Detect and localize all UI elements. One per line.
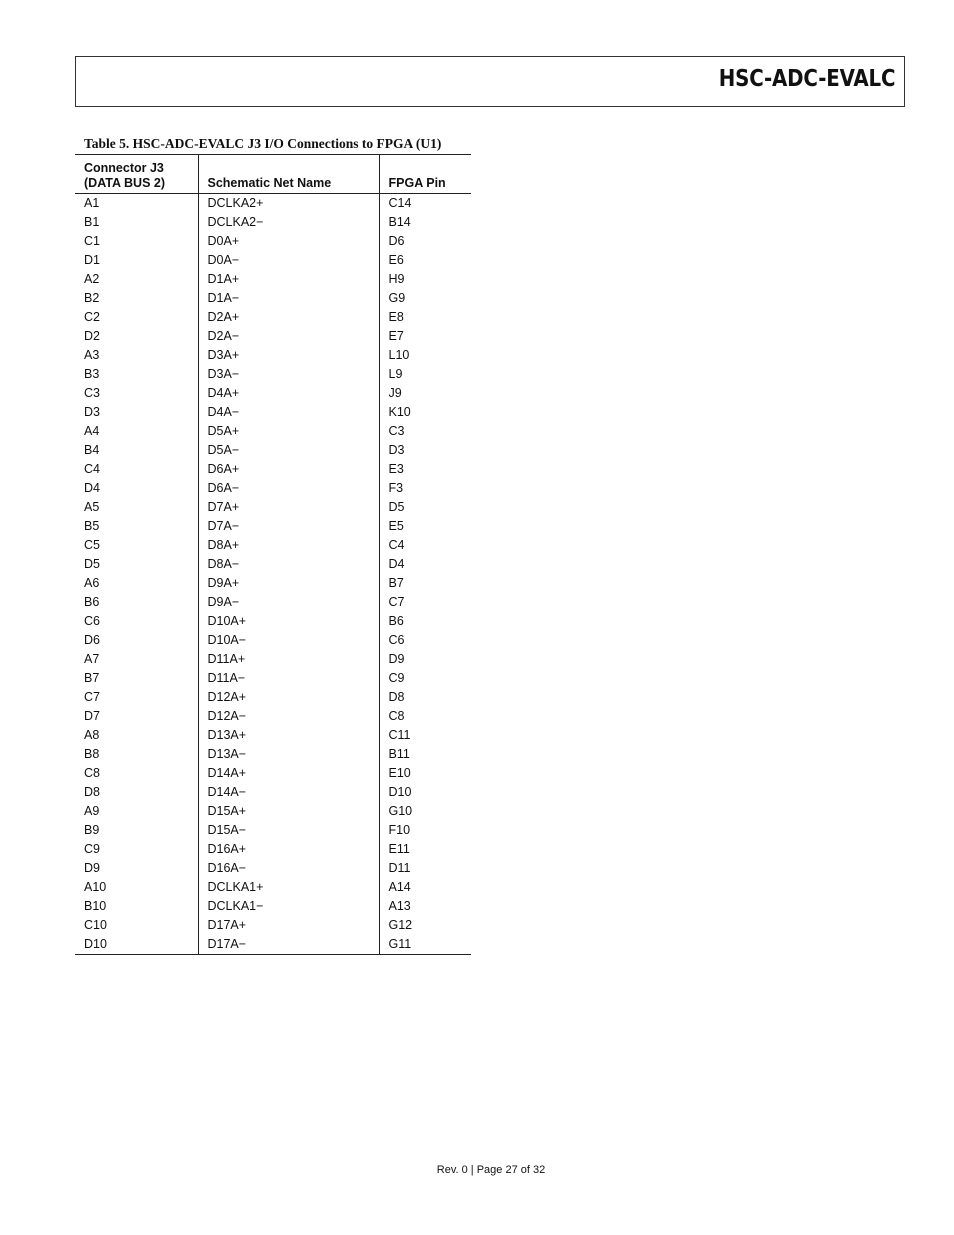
table-row xyxy=(75,593,471,612)
table-row xyxy=(75,840,471,859)
table-row xyxy=(75,688,471,707)
cell-net-name: D16A− xyxy=(198,859,379,878)
table-row xyxy=(75,726,471,745)
connections-table xyxy=(75,155,471,954)
cell-net-name: D12A+ xyxy=(198,688,379,707)
cell-net-name: D1A+ xyxy=(198,270,379,289)
cell-net-name: D3A+ xyxy=(198,346,379,365)
cell-fpga-pin: E5 xyxy=(388,519,404,533)
cell-fpga-pin: G11 xyxy=(388,937,412,951)
cell-net-name: D2A− xyxy=(198,327,379,346)
table-row xyxy=(75,859,471,878)
cell-fpga-pin: A13 xyxy=(388,899,411,913)
cell-net-name: D10A− xyxy=(198,631,379,650)
cell-connector-pin: D5 xyxy=(75,555,198,574)
cell-net-name: D0A+ xyxy=(198,232,379,251)
cell-connector-pin: D10 xyxy=(75,935,198,954)
column-header-net-name: Schematic Net Name xyxy=(198,155,379,194)
cell-net-name: D17A− xyxy=(198,935,379,954)
cell-connector-pin: B1 xyxy=(75,213,198,232)
cell-connector-pin: D6 xyxy=(75,631,198,650)
connections-table-container xyxy=(75,154,471,955)
table-row xyxy=(75,802,471,821)
cell-fpga-pin: A14 xyxy=(388,880,411,894)
cell-fpga-pin: D10 xyxy=(388,785,412,799)
cell-net-name: D4A− xyxy=(198,403,379,422)
cell-fpga-pin: B14 xyxy=(388,215,411,229)
cell-fpga-pin: J9 xyxy=(388,386,402,400)
table-row xyxy=(75,251,471,270)
column-header-connector xyxy=(75,155,198,194)
cell-fpga-pin: C6 xyxy=(388,633,405,647)
table-row xyxy=(75,346,471,365)
cell-net-name: D5A− xyxy=(198,441,379,460)
cell-fpga-pin: E3 xyxy=(388,462,404,476)
table-row xyxy=(75,574,471,593)
cell-net-name: D13A− xyxy=(198,745,379,764)
table-row xyxy=(75,365,471,384)
cell-net-name: D1A− xyxy=(198,289,379,308)
table-row xyxy=(75,479,471,498)
table-row xyxy=(75,213,471,232)
cell-fpga-pin: F3 xyxy=(388,481,404,495)
cell-fpga-pin: B11 xyxy=(388,747,410,761)
cell-net-name: D16A+ xyxy=(198,840,379,859)
table-row xyxy=(75,669,471,688)
cell-connector-pin: B9 xyxy=(75,821,198,840)
cell-net-name: D4A+ xyxy=(198,384,379,403)
cell-net-name: D14A− xyxy=(198,783,379,802)
cell-connector-pin: A3 xyxy=(75,346,198,365)
cell-fpga-pin: E11 xyxy=(388,842,410,856)
cell-net-name: D8A+ xyxy=(198,536,379,555)
cell-fpga-pin: G9 xyxy=(388,291,406,305)
table-row xyxy=(75,745,471,764)
cell-connector-pin: D7 xyxy=(75,707,198,726)
cell-connector-pin: A9 xyxy=(75,802,198,821)
cell-connector-pin: D3 xyxy=(75,403,198,422)
table-row xyxy=(75,897,471,916)
cell-fpga-pin: H9 xyxy=(388,272,405,286)
table-row xyxy=(75,935,471,954)
table-row xyxy=(75,422,471,441)
table-row xyxy=(75,631,471,650)
table-row xyxy=(75,650,471,669)
cell-net-name: D6A+ xyxy=(198,460,379,479)
column-header-connector-line: (DATA BUS 2) xyxy=(84,176,166,190)
cell-net-name: DCLKA1+ xyxy=(198,878,379,897)
table-row xyxy=(75,403,471,422)
cell-net-name: D5A+ xyxy=(198,422,379,441)
cell-connector-pin: C10 xyxy=(75,916,198,935)
table-row xyxy=(75,916,471,935)
cell-fpga-pin: L9 xyxy=(388,367,403,381)
cell-fpga-pin: L10 xyxy=(388,348,410,362)
table-body xyxy=(75,194,471,955)
cell-net-name: D2A+ xyxy=(198,308,379,327)
cell-connector-pin: D2 xyxy=(75,327,198,346)
cell-net-name: D0A− xyxy=(198,251,379,270)
cell-fpga-pin: D11 xyxy=(388,861,411,875)
cell-connector-pin: B2 xyxy=(75,289,198,308)
cell-fpga-pin: C8 xyxy=(388,709,405,723)
table-row xyxy=(75,536,471,555)
cell-net-name: DCLKA1− xyxy=(198,897,379,916)
table-row xyxy=(75,878,471,897)
cell-connector-pin: B7 xyxy=(75,669,198,688)
cell-connector-pin: A1 xyxy=(75,194,198,214)
cell-net-name: D11A+ xyxy=(198,650,379,669)
cell-connector-pin: C8 xyxy=(75,764,198,783)
cell-connector-pin: B5 xyxy=(75,517,198,536)
cell-connector-pin: A2 xyxy=(75,270,198,289)
cell-net-name: D9A+ xyxy=(198,574,379,593)
cell-net-name: D12A− xyxy=(198,707,379,726)
cell-fpga-pin: G12 xyxy=(388,918,413,932)
table-row xyxy=(75,232,471,251)
table-row xyxy=(75,517,471,536)
table-row xyxy=(75,498,471,517)
cell-fpga-pin: D9 xyxy=(388,652,405,666)
cell-fpga-pin: C7 xyxy=(388,595,405,609)
cell-connector-pin: C3 xyxy=(75,384,198,403)
cell-net-name: D14A+ xyxy=(198,764,379,783)
cell-connector-pin: C6 xyxy=(75,612,198,631)
table-row xyxy=(75,327,471,346)
cell-fpga-pin: C14 xyxy=(388,196,412,210)
cell-fpga-pin: B7 xyxy=(388,576,404,590)
cell-net-name: D13A+ xyxy=(198,726,379,745)
cell-fpga-pin: B6 xyxy=(388,614,404,628)
table-row xyxy=(75,289,471,308)
cell-connector-pin: D1 xyxy=(75,251,198,270)
cell-net-name: D17A+ xyxy=(198,916,379,935)
cell-connector-pin: B4 xyxy=(75,441,198,460)
cell-fpga-pin: G10 xyxy=(388,804,413,818)
cell-net-name: D7A− xyxy=(198,517,379,536)
cell-fpga-pin: D4 xyxy=(388,557,405,571)
cell-connector-pin: A8 xyxy=(75,726,198,745)
cell-connector-pin: B8 xyxy=(75,745,198,764)
cell-connector-pin: C1 xyxy=(75,232,198,251)
cell-connector-pin: D4 xyxy=(75,479,198,498)
table-row xyxy=(75,764,471,783)
cell-fpga-pin: E8 xyxy=(388,310,404,324)
table-row xyxy=(75,821,471,840)
cell-connector-pin: C9 xyxy=(75,840,198,859)
cell-net-name: DCLKA2− xyxy=(198,213,379,232)
cell-fpga-pin: C4 xyxy=(388,538,405,552)
cell-net-name: D3A− xyxy=(198,365,379,384)
cell-fpga-pin: F10 xyxy=(388,823,411,837)
table-row xyxy=(75,308,471,327)
table-caption: Table 5. HSC-ADC-EVALC J3 I/O Connections to FPGA (U1) xyxy=(84,136,442,151)
table-row xyxy=(75,194,471,214)
cell-fpga-pin: E10 xyxy=(388,766,411,780)
table-row xyxy=(75,783,471,802)
column-header-connector-line: Connector J3 xyxy=(84,161,164,175)
cell-connector-pin: C5 xyxy=(75,536,198,555)
cell-net-name: D11A− xyxy=(198,669,379,688)
table-row xyxy=(75,460,471,479)
cell-net-name: D7A+ xyxy=(198,498,379,517)
table-row xyxy=(75,707,471,726)
table-row xyxy=(75,270,471,289)
cell-fpga-pin: K10 xyxy=(388,405,411,419)
cell-net-name: DCLKA2+ xyxy=(198,194,379,214)
cell-fpga-pin: C9 xyxy=(388,671,405,685)
cell-fpga-pin: C11 xyxy=(388,728,411,742)
cell-connector-pin: A7 xyxy=(75,650,198,669)
cell-fpga-pin: D3 xyxy=(388,443,405,457)
cell-fpga-pin: D8 xyxy=(388,690,405,704)
cell-connector-pin: B3 xyxy=(75,365,198,384)
cell-connector-pin: A10 xyxy=(75,878,198,897)
cell-connector-pin: D9 xyxy=(75,859,198,878)
cell-net-name: D6A− xyxy=(198,479,379,498)
table-header-row xyxy=(75,155,471,194)
cell-net-name: D10A+ xyxy=(198,612,379,631)
cell-connector-pin: A6 xyxy=(75,574,198,593)
cell-net-name: D15A− xyxy=(198,821,379,840)
cell-fpga-pin: E7 xyxy=(388,329,404,343)
cell-net-name: D8A− xyxy=(198,555,379,574)
cell-connector-pin: A5 xyxy=(75,498,198,517)
cell-fpga-pin: E6 xyxy=(388,253,404,267)
table-row xyxy=(75,612,471,631)
document-title: HSC-ADC-EVALC xyxy=(718,66,895,92)
cell-fpga-pin: D6 xyxy=(388,234,405,248)
cell-connector-pin: A4 xyxy=(75,422,198,441)
cell-connector-pin: D8 xyxy=(75,783,198,802)
cell-fpga-pin: D5 xyxy=(388,500,405,514)
column-header-fpga-pin: FPGA Pin xyxy=(379,155,471,194)
cell-connector-pin: C2 xyxy=(75,308,198,327)
cell-net-name: D15A+ xyxy=(198,802,379,821)
cell-connector-pin: C7 xyxy=(75,688,198,707)
table-row xyxy=(75,384,471,403)
cell-connector-pin: B6 xyxy=(75,593,198,612)
cell-connector-pin: B10 xyxy=(75,897,198,916)
table-row xyxy=(75,555,471,574)
cell-net-name: D9A− xyxy=(198,593,379,612)
cell-connector-pin: C4 xyxy=(75,460,198,479)
cell-fpga-pin: C3 xyxy=(388,424,405,438)
table-row xyxy=(75,441,471,460)
page-header xyxy=(75,56,905,107)
page-footer: Rev. 0 | Page 27 of 32 xyxy=(436,1164,546,1176)
